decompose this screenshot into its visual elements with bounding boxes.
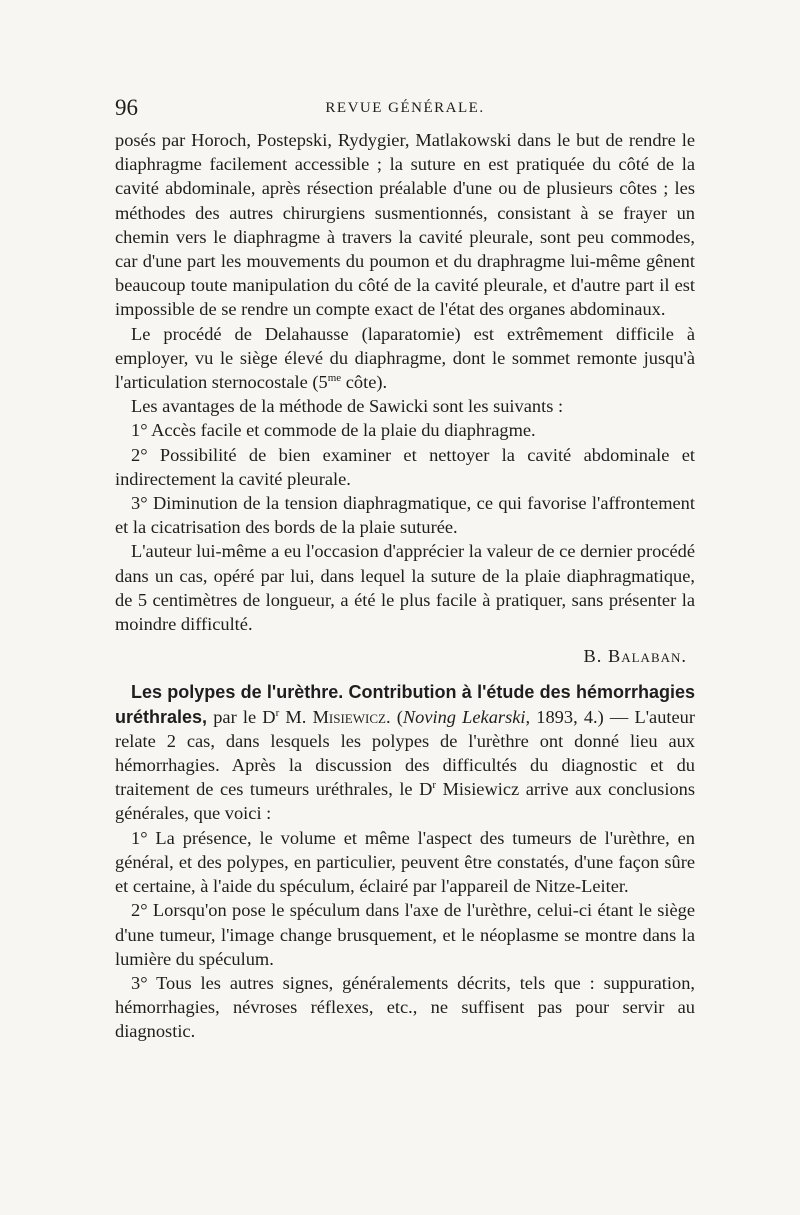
- para2-text-end: côte).: [341, 372, 388, 393]
- page-header: [115, 94, 695, 124]
- author-signature: B. Balaban.: [583, 646, 687, 667]
- page-number: 96: [115, 95, 138, 120]
- article2-author: Misiewicz: [312, 706, 386, 727]
- article1-list-item-3: 3° Diminution de la tension diaphragmatique, ce qui favorise l'affrontement et la cicatrisation des bords de la plaie suturée.: [115, 493, 695, 538]
- article2-summary: , 1893, 4.) — L'auteur relate 2 cas, dans lesquels les polypes de l'urèthre ont donné lieu aux hémorrhagies. Après la discussion des difficultés du diagnostic et du traitement de ces tumeurs uréthrales, le D: [115, 706, 695, 800]
- superscript-r-2: r: [432, 779, 437, 792]
- article1-paragraph-2: [115, 322, 695, 395]
- article1-paragraph-1: posés par Horoch, Postepski, Rydygier, Matlakowski dans le but de rendre le diaphragme facilement accessible ; la suture en est pratiquée du côté de la cavité abdominale, après résection préalable d'une ou de plusieurs côtes ; les méthodes des autres chirurgiens susmentionnés, consistant à se frayer un chemin vers le diaphragme à travers la cavité pleurale, sont peu commodes, car d'une part les mouvements du poumon et du draphragme lui-même gênent beaucoup toute manipulation du côté de la cavité pleurale, et d'autre part il est impossible de se rendre un compte exact de l'état des organes abdominaux.: [115, 130, 695, 320]
- para2-text: Le procédé de Delahausse (laparatomie) est extrêmement difficile à employer, vu le siège élevé du diaphragme, dont le sommet remonte jusqu'à l'articulation sternocostale (5: [115, 323, 695, 393]
- body-text: [115, 128, 695, 1044]
- article2-list-item-1: 1° La présence, le volume et même l'aspect des tumeurs de l'urèthre, en général, et des polypes, en particulier, peuvent être constatés, d'une façon sûre et certaine, à l'aide du spéculum, éclairé par l'appareil de Nitze-Leiter.: [115, 827, 695, 897]
- article2-punct: . (: [385, 706, 403, 727]
- article2-title: Les polypes de l'urèthre. Contribution à l'étude des hémorrhagies uréthrales,: [115, 682, 695, 727]
- article1-paragraph-3: Les avantages de la méthode de Sawicki sont les suivants :: [131, 396, 564, 417]
- article1-list-item-2: 2° Possibilité de bien examiner et nettoyer la cavité abdominale et indirectement la cavité pleurale.: [115, 444, 695, 489]
- document-page: [115, 94, 695, 1044]
- journal-title: Noving Lekarski: [402, 706, 526, 727]
- article2-list-item-3: 3° Tous les autres signes, généralements décrits, tels que : suppuration, hémorrhagies, névroses réflexes, etc., ne suffisent pas pour servir au diagnostic.: [115, 972, 695, 1042]
- running-head: REVUE GÉNÉRALE.: [325, 100, 485, 116]
- article1-list-item-1: 1° Accès facile et commode de la plaie du diaphragme.: [131, 420, 536, 441]
- article2-par-le: par le D: [207, 706, 276, 727]
- article2-summary-end: Misiewicz arrive aux conclusions générales, que voici :: [115, 779, 695, 824]
- article1-paragraph-4: L'auteur lui-même a eu l'occasion d'apprécier la valeur de ce dernier procédé dans un cas, opéré par lui, dans lequel la suture de la plaie diaphragmatique, de 5 centimètres de longueur, a été le plus facile à pratiquer, sans présenter la moindre difficulté.: [115, 541, 695, 635]
- author-initial: M.: [279, 706, 313, 727]
- superscript-r: r: [275, 706, 280, 719]
- article2-list-item-2: 2° Lorsqu'on pose le spéculum dans l'axe de l'urèthre, celui-ci étant le siège d'une tumeur, l'image change brusquement, et le néoplasme se montre dans la lumière du spéculum.: [115, 900, 695, 969]
- superscript-me: me: [327, 371, 342, 384]
- article2-opening-paragraph: [115, 680, 695, 825]
